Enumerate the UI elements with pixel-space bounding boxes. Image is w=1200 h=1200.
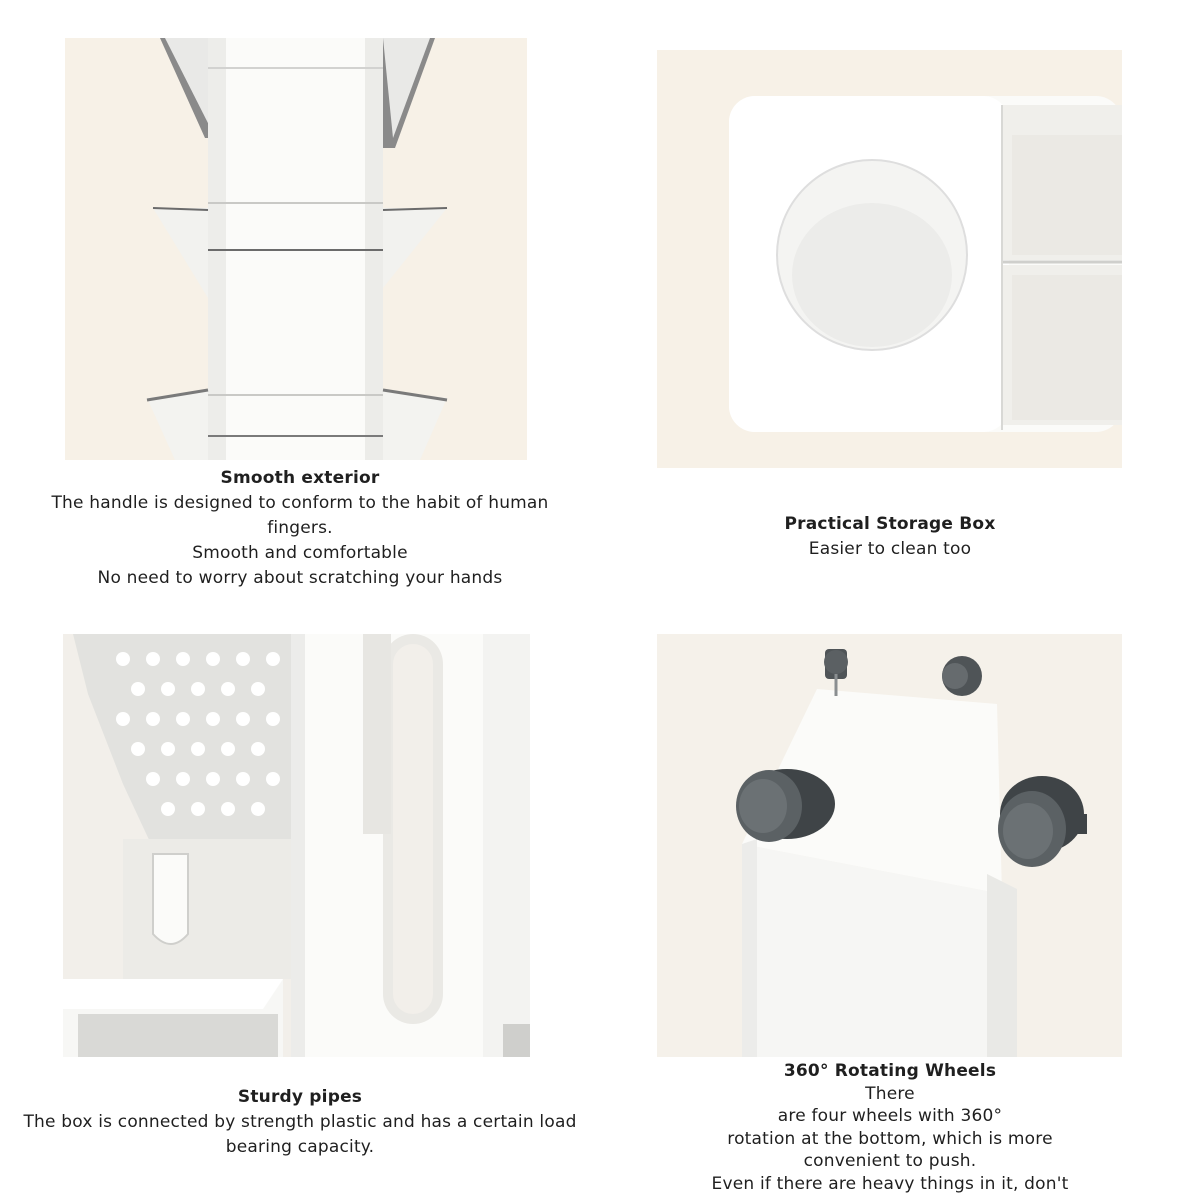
caption-line: Even if there are heavy things in it, don't: [711, 1173, 1069, 1194]
storage-box-photo: [657, 50, 1122, 468]
smooth-exterior-photo: [65, 38, 527, 460]
caption-line: Smooth and comfortable: [192, 543, 408, 563]
caption-line: bearing capacity.: [225, 1137, 375, 1157]
sturdy-pipes-caption: [0, 1085, 600, 1160]
caption-title: Smooth exterior: [220, 468, 380, 488]
caption-line: are four wheels with 360°: [777, 1106, 1003, 1126]
storage-box-illustration: [657, 50, 1122, 468]
caption-title: 360° Rotating Wheels: [783, 1061, 997, 1081]
rotating-wheels-caption: [660, 1060, 1120, 1195]
caption-line: fingers.: [267, 518, 333, 538]
rotating-wheels-photo: [657, 634, 1122, 1057]
cart-tower-illustration: [65, 38, 527, 460]
caption-line: The box is connected by strength plastic and has a certain load: [23, 1112, 577, 1132]
caption-title: Practical Storage Box: [784, 514, 996, 534]
storage-box-caption: [660, 512, 1120, 562]
caption-line: rotation at the bottom, which is more: [727, 1128, 1053, 1149]
caption-line: Easier to clean too: [808, 539, 972, 559]
caption-line: The handle is designed to conform to the habit of human: [51, 493, 549, 513]
pipes-illustration: [63, 634, 530, 1057]
wheels-illustration: [657, 634, 1122, 1057]
caption-line: convenient to push.: [803, 1151, 977, 1171]
caption-title: Sturdy pipes: [237, 1087, 363, 1107]
caption-line: There: [865, 1083, 915, 1104]
caption-line: No need to worry about scratching your hands: [97, 568, 503, 588]
smooth-exterior-caption: [30, 466, 570, 591]
back-wheel-right: [942, 656, 982, 696]
sturdy-pipes-photo: [63, 634, 530, 1057]
